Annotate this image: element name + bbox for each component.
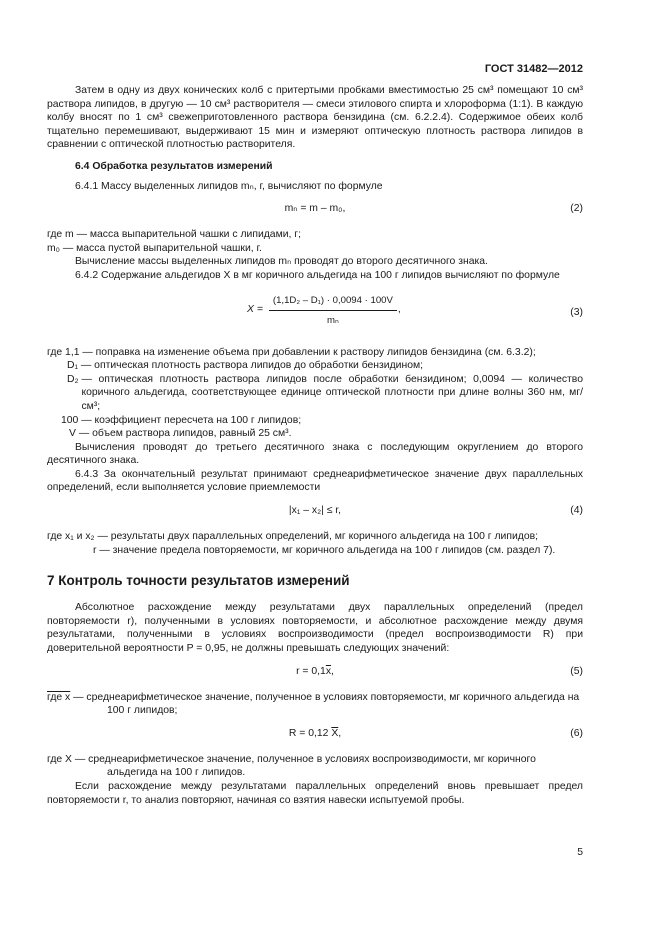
formula-2-number: (2) (570, 203, 583, 215)
formula-6-mean-symbol: $\overline{X}$ (331, 727, 339, 739)
formula-4-definitions (47, 530, 583, 557)
section-7-heading: 7 Контроль точности результатов измерений (47, 573, 350, 589)
formula-5-number: (5) (570, 665, 583, 677)
paragraph-6-4-1: 6.4.1 Массу выделенных липидов mₙ, г, вычисляют по формуле (75, 180, 383, 192)
definition-item (47, 346, 583, 360)
definition-term: где x₁ и x₂ (47, 531, 95, 543)
definition-term: 100 (61, 414, 79, 426)
definition-term: где 1,1 (47, 346, 80, 358)
formula-5-part: , (331, 665, 334, 677)
definition-item (47, 242, 583, 256)
formula-5-expression (47, 665, 583, 679)
definition-text: — масса пустой выпарительной чашки, г. (62, 242, 262, 254)
formula-3-numerator: (1,1D₂ – D₁) · 0,0094 · 100V (269, 292, 397, 311)
definition-text: — поправка на изменение объема при добавлении к раствору липидов бензидина (см. 6.3.2); (82, 346, 536, 358)
paragraph-6-4-3: 6.4.3 За окончательный результат принимают среднеарифметическое значение двух параллельных определений, если выполняется условие приемлемости (47, 468, 583, 494)
formula-3-number: (3) (570, 306, 583, 318)
formula-6-expression (47, 727, 583, 741)
definition-item (47, 359, 583, 373)
formula-6-part: , (338, 727, 342, 739)
standard-header: ГОСТ 31482—2012 (484, 63, 583, 75)
formula-3 (47, 292, 583, 336)
definition-item (47, 373, 583, 414)
paragraph-intro: Затем в одну из двух конических колб с притертыми пробками вместимостью 25 см³ помещают 10 см³ раствора липидов, в другую — 10 см³ растворителя — смеси этилового спирта и хлороформа (1:1). В каждую колбу вносят по 1 см³ свежеприготовленного раствора бензидина (см. 6.2.2.4). Содержимое обеих колб тщательно перемешивают, выдерживают 15 мин и измеряют оптическую плотность раствора липидов в сравнении с оптической плотностью растворителя. (47, 85, 583, 151)
definition-item (47, 427, 583, 441)
formula-6 (47, 725, 583, 745)
definition-text: — значение предела повторяемости, мг коричного альдегида на 100 г липидов (см. раздел 7). (99, 544, 556, 556)
formula-3-definitions (47, 346, 583, 441)
paragraph-6-4-2: 6.4.2 Содержание альдегидов X в мг коричного альдегида на 100 г липидов вычисляют по формуле (75, 269, 560, 281)
page-content (47, 84, 583, 807)
formula-3-lhs: X = (247, 303, 263, 315)
definition-text: — объем раствора липидов, равный 25 см³. (78, 428, 292, 440)
definition-term: m₀ (47, 242, 60, 254)
definition-item (47, 228, 583, 242)
paragraph-6-4-1-note: Вычисление массы выделенных липидов mₙ проводят до второго десятичного знака. (75, 256, 488, 268)
section-6-4-heading: 6.4 Обработка результатов измерений (75, 160, 273, 172)
definition-term: V (69, 428, 76, 440)
definition-term: D₁ (67, 360, 79, 372)
definition-text: — масса выпарительной чашки с липидами, г; (76, 229, 301, 241)
definition-item (47, 530, 583, 544)
definition-item (47, 544, 583, 558)
formula-4-number: (4) (570, 505, 583, 517)
formula-3-comma: , (397, 303, 401, 315)
formula-2-expression: mₙ = m – m₀, (284, 203, 346, 215)
paragraph-6-4-2-note: Вычисления проводят до третьего десятичного знака с последующим округлением до второго десятичного знака. (47, 441, 583, 467)
formula-5-part: r = 0,1 (296, 665, 326, 677)
definition-text: — результаты двух параллельных определений, мг коричного альдегида на 100 г липидов; (97, 531, 539, 543)
definition-item (47, 414, 583, 428)
definition-text: — среднеарифметическое значение, полученное в условиях повторяемости, мг коричного альдегида на 100 г липидов; (73, 691, 580, 717)
paragraph-section-7: Абсолютное расхождение между результатами двух параллельных определений (предел повторяемости r), полученными в условиях повторяемости, и абсолютное расхождение между двумя результатами, полученными в условиях воспроизводимости (предел воспроизводимости R) при доверительной вероятности P = 0,95, не должны превышать следующих значений: (47, 602, 583, 655)
formula-5-definition (47, 691, 583, 718)
formula-2 (47, 200, 583, 220)
paragraph-final: Если расхождение между результатами параллельных определений вновь превышает предел повторяемости r, то анализ повторяют, начиная со взятия навески испытуемой пробы. (47, 781, 583, 806)
formula-3-fraction (247, 292, 401, 328)
formula-6-definition (47, 753, 583, 780)
definition-text: — коэффициент пересчета на 100 г липидов; (81, 414, 302, 426)
definition-text: — оптическая плотность раствора липидов после обработки бензидином; 0,0094 — количество коричного альдегида, соответствующее единице оптической плотности при длине волны 360 нм, мг/см³; (81, 373, 583, 412)
definition-term: где x (47, 691, 71, 703)
definition-term: r (93, 544, 97, 556)
page-number: 5 (577, 847, 583, 858)
formula-6-number: (6) (570, 727, 583, 739)
formula-2-definitions (47, 228, 583, 255)
definition-term: где m (47, 229, 74, 241)
formula-6-part: R = 0,12 (288, 727, 332, 739)
formula-4-expression: |x₁ – x₂| ≤ r, (288, 505, 342, 517)
formula-5 (47, 663, 583, 683)
definition-term: где X (47, 753, 72, 765)
definition-text: — среднеарифметическое значение, полученное в условиях воспроизводимости, мг коричного альдегида на 100 г липидов. (74, 753, 536, 779)
formula-4 (47, 502, 583, 522)
formula-5-mean-symbol: $\overline{x}$ (325, 665, 332, 677)
formula-3-denominator: mₙ (326, 315, 339, 327)
definition-term: D₂ (67, 373, 79, 385)
definition-text: — оптическая плотность раствора липидов до обработки бензидином; (80, 360, 424, 372)
